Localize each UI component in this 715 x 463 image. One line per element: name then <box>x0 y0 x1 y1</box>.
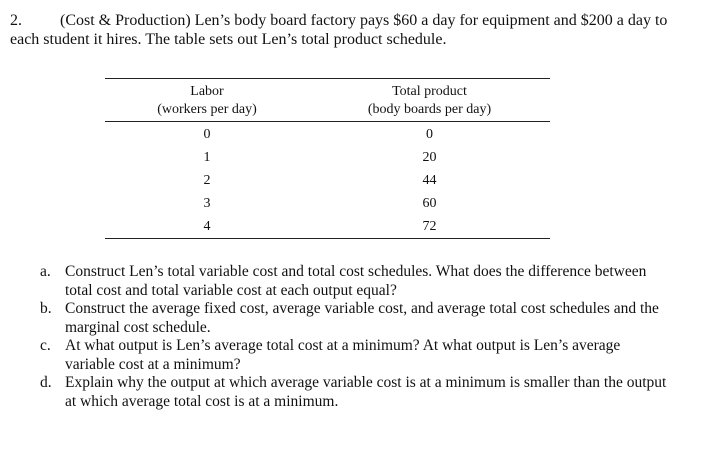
total-product-cell: 0 <box>426 127 433 142</box>
header-total-product <box>309 79 550 122</box>
question-label: d. <box>40 374 52 391</box>
labor-cell: 2 <box>203 173 211 188</box>
total-product-cell: 20 <box>422 150 437 165</box>
total-product-cell: 72 <box>309 215 550 239</box>
total-product-cell: 60 <box>422 196 437 211</box>
question-list <box>40 263 670 411</box>
problem-text: (Cost & Production) Len’s body board factory pays $60 a day for equipment and $200 a day to each student it hires. The table sets out Len’s total product schedule. <box>10 12 668 48</box>
problem-number: 2. <box>10 12 22 29</box>
total-product-table-container <box>105 78 550 239</box>
header-labor-line1: Labor <box>190 84 224 99</box>
labor-cell: 0 <box>203 127 211 142</box>
header-total-product-line1: Total product <box>392 84 467 99</box>
table-header-row <box>105 79 550 122</box>
header-labor <box>105 79 309 122</box>
question-label: a. <box>40 263 51 280</box>
question-d <box>40 374 670 411</box>
question-label: c. <box>40 337 51 354</box>
header-total-product-line2: (body boards per day) <box>367 102 492 117</box>
table-row <box>105 169 550 192</box>
problem-statement <box>10 11 700 49</box>
question-text: Explain why the output at which average variable cost is at a minimum is smaller than the output at which average total cost is at a minimum. <box>65 374 667 410</box>
labor-cell: 4 <box>105 215 309 239</box>
question-c <box>40 337 670 374</box>
question-text: Construct Len’s total variable cost and total cost schedules. What does the difference between total cost and total variable cost at each output equal? <box>65 263 647 299</box>
total-product-table <box>105 78 550 239</box>
header-labor-line2: (workers per day) <box>157 102 257 117</box>
question-text: At what output is Len’s average total cost at a minimum? At what output is Len’s average variable cost at a minimum? <box>65 337 621 373</box>
question-b <box>40 300 670 337</box>
question-label: b. <box>40 300 52 317</box>
table-row <box>105 215 550 239</box>
table-row <box>105 122 550 147</box>
table-row <box>105 192 550 215</box>
labor-cell: 1 <box>203 150 211 165</box>
total-product-cell: 44 <box>422 173 437 188</box>
table-row <box>105 146 550 169</box>
question-a <box>40 263 670 300</box>
labor-cell: 3 <box>203 196 211 211</box>
question-text: Construct the average fixed cost, average variable cost, and average total cost schedules and the marginal cost schedule. <box>65 300 659 336</box>
